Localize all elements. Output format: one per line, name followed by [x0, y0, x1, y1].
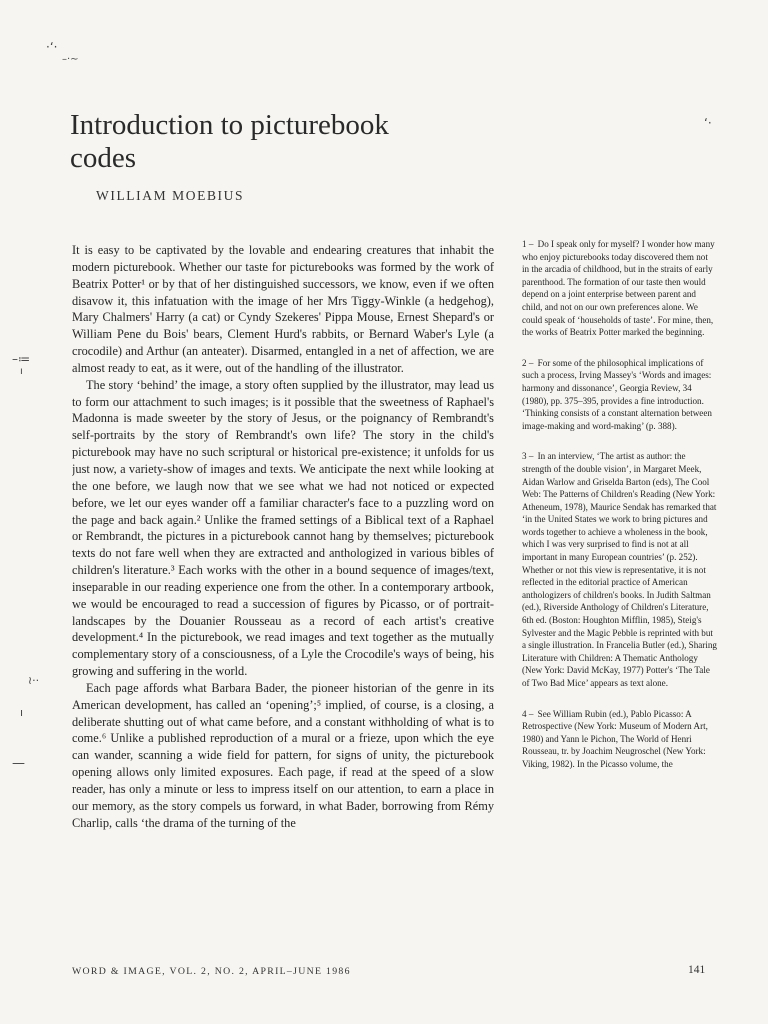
- margin-mark: ≀··: [28, 674, 40, 687]
- scan-speck-mark: ‘·: [704, 116, 712, 130]
- footnote: [522, 357, 717, 433]
- footnote-text: For some of the philosophical implications of such a process, Irving Massey's ‘Words and images: harmony and dissonance’, Georgia Review, 34 (1980), pp. 375–395, provides a fine introduction. ‘Thinking consists of a constant alternation between image-making and word-making’ (p. 388).: [522, 357, 712, 431]
- journal-footer: WORD & IMAGE, VOL. 2, NO. 2, APRIL–JUNE 1986: [72, 966, 351, 977]
- article-title-line: codes: [70, 142, 137, 175]
- scan-speck-mark: ·‘·: [46, 40, 58, 54]
- footnotes-column: [522, 238, 717, 789]
- scan-speck-mark: –·∼: [62, 54, 79, 65]
- margin-mark: ı: [20, 366, 23, 377]
- author-name: WILLIAM MOEBIUS: [96, 188, 245, 203]
- body-paragraph: It is easy to be captivated by the lovable and endearing creatures that inhabit the modern picturebook. Whether our taste for picturebooks was formed by the work of Beatrix Potter¹ or by that of her distinguished successors, we know, even if we often disavow it, this infatuation with the image of her Mrs Tiggy-Winkle (a hedgehog), Mary Chalmers' Harry (a cat) or Cyndy Szekeres' Pippa Mouse, Ernest Shepard's or William Pene du Bois' bears, Clement Hurd's rabbits, or Bernard Waber's Lyle (a crocodile) and Arthur (an anteater). Disarmed, entangled in a net of affection, we are almost ready to eat, as it were, out of the handling of the illustrator.: [72, 243, 494, 375]
- footnote: [522, 708, 717, 771]
- footnote-text: Do I speak only for myself? I wonder how many who enjoy picturebooks today discovered them not in the arcadia of childhood, but in the straits of early parenthood. The formation of our taste then would depend on a joint enterprise between parent and child, and not on our own preferences alone. We could speak of ‘households of taste’. For mine, then, the works of Beatrix Potter marked the beginning.: [522, 239, 715, 338]
- footnote-number: 4 –: [522, 708, 534, 719]
- margin-mark: ı: [20, 706, 24, 719]
- footnote-number: 3 –: [522, 451, 534, 462]
- page-number: 141: [688, 964, 706, 976]
- article-title: [70, 109, 490, 175]
- article-title-line: Introduction to picturebook: [70, 109, 389, 142]
- footnote-text: See William Rubin (ed.), Pablo Picasso: A Retrospective (New York: Museum of Modern Art, 1980) and Yann le Pichon, The World of Henri Rousseau, tr. by Joachim Neugroschel (New York: Viking, 1982). In the Picasso volume, the: [522, 708, 708, 769]
- body-paragraph: Each page affords what Barbara Bader, the pioneer historian of the genre in its American development, has called an ‘opening’;⁵ implied, of course, is a closing, a deliberate shutting out of what came before, and a constant withholding of what is to come.⁶ Unlike a published reproduction of a mural or a frieze, upon which the eye can wander, scanning a wide field for pattern, for signs of unity, the picturebook opening allows only limited exposures. Each page, if read at the speed of a slow reader, has only a minute or less to impress itself on our attention, to earn a place in our memory, as the story compels us forward, in what Bader, borrowing from Rémy Charlip, calls ‘the drama of the turning of the: [72, 680, 494, 830]
- footnote: [522, 450, 717, 689]
- margin-mark: –≔: [12, 352, 30, 366]
- footnote: [522, 238, 717, 339]
- body-paragraph: The story ‘behind’ the image, a story often supplied by the illustrator, may lead us to form our attachment to such images; is it possible that the sweetness of Raphael's Madonna is made sweeter by the story of Jesus, or the poignancy of Rembrandt's self-portraits by the story of Rembrandt's own life? The story in the child's picturebook may have no such scriptural or historical pre-existence; it unfolds for us just now, a variety-show of images and texts. We anticipate the next while looking at the one before, we laugh now that we see what we had not noticed or expected before, we let our eyes wander off a familiar character's face to a puzzling word on the page and back again.² Unlike the framed settings of a Biblical text of a Raphael or Rembrandt, the pictures in a picturebook cannot hang by themselves; picturebook texts do not fare well when they are extracted and anthologized in various bibles of children's literature.³ Each works with the other in a bound sequence of images/text, inseparable in our reading experience one from the other. In a contemporary artbook, we would be encouraged to read a succession of figures by Picasso, or of portrait-landscapes by the Douanier Rousseau as a record of each artist's creative development.⁴ In the picturebook, we read images and text together as the mutually complementary story of a consciousness, of a Lyle the Crocodile's ways of being, his growing and suffering in the world.: [72, 377, 494, 679]
- margin-mark: —: [12, 756, 25, 771]
- footnote-number: 2 –: [522, 357, 534, 368]
- article-body: [72, 242, 494, 832]
- footnote-text: In an interview, ‘The artist as author: the strength of the double vision’, in Margaret Meek, Aidan Warlow and Griselda Barton (eds), The Cool Web: The Patterns of Children's Reading (New York: Atheneum, 1978), Maurice Sendak has remarked that ‘in the United States we work to bring pictures and words together to achieve a wholeness in the book, which I was very surprised to find is not at all important in many European countries’ (p. 252). Whether or not this view is representative, it is not reflected in the editorial practice of American anthologizers of children's books. In Judith Saltman (ed.), Riverside Anthology of Children's Literature, 6th ed. (Boston: Houghton Mifflin, 1985), Steig's Sylvester and the Magic Pebble is reprinted with but a single illustration. In Francelia Butler (ed.), Sharing Literature with Children: A Thematic Anthology (New York: David McKay, 1977) Potter's ‘The Tale of Two Bad Mice’ appears as text alone.: [522, 451, 717, 688]
- footnote-number: 1 –: [522, 239, 534, 249]
